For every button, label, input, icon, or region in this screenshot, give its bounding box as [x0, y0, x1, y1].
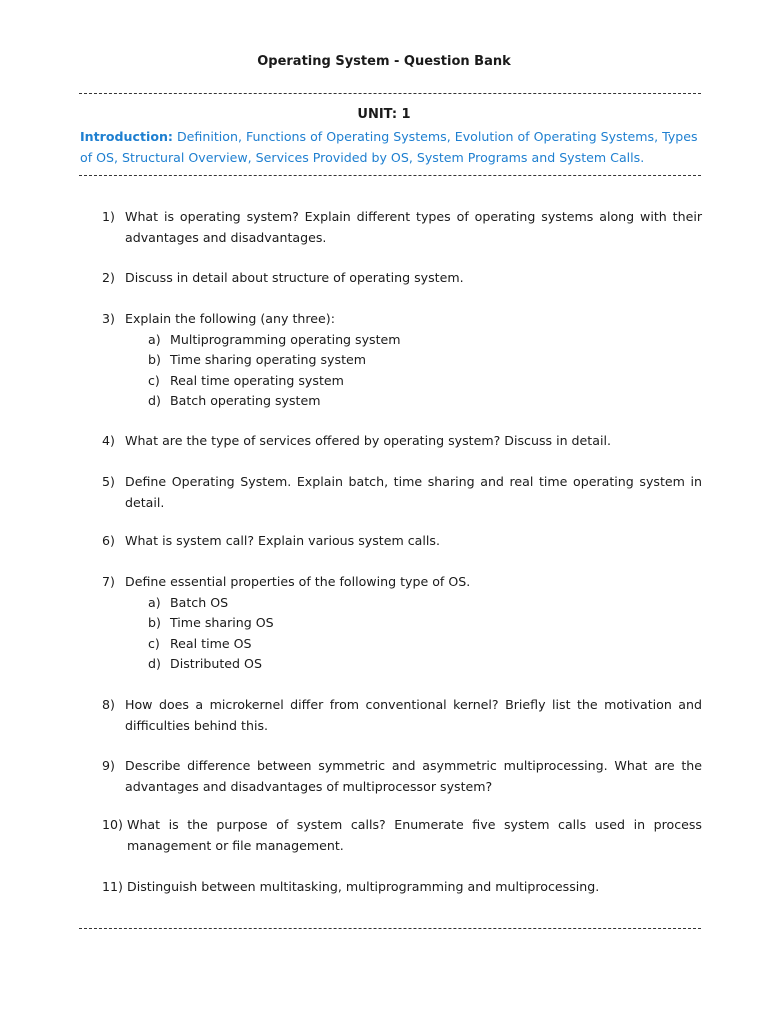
question-item [102, 472, 702, 513]
question-number: 4) [102, 433, 115, 448]
question-number: 2) [102, 270, 115, 285]
question-item [102, 207, 702, 248]
sub-item [148, 613, 702, 634]
sub-item [148, 371, 702, 392]
sub-item [148, 634, 702, 655]
question-text: Define essential properties of the following type of OS. [125, 574, 471, 589]
question-text: What are the type of services offered by operating system? Discuss in detail. [125, 433, 611, 448]
sub-letter: b) [148, 615, 161, 630]
intro-lead: Introduction: [80, 129, 173, 144]
sub-item [148, 654, 702, 675]
question-text: What is the purpose of system calls? Enumerate five system calls used in process management or file management. [127, 817, 702, 853]
question-number: 7) [102, 574, 115, 589]
sub-text: Real time operating system [170, 372, 344, 388]
sub-letter: c) [148, 635, 160, 651]
sub-text: Time sharing OS [170, 615, 274, 630]
sub-letter: a) [148, 331, 161, 347]
divider-bottom [79, 928, 701, 929]
question-text: What is operating system? Explain different types of operating systems along with their advantages and disadvantages. [125, 209, 702, 245]
unit-intro [80, 126, 702, 168]
question-number: 6) [102, 533, 115, 548]
question-number: 1) [102, 209, 115, 224]
sub-letter: b) [148, 352, 161, 367]
question-text: Describe difference between symmetric and asymmetric multiprocessing. What are the advantages and disadvantages of multiprocessor system? [125, 758, 702, 794]
sub-text: Batch OS [170, 594, 229, 610]
question-item [102, 572, 702, 675]
question-text: What is system call? Explain various system calls. [125, 533, 440, 548]
sub-text: Real time OS [170, 635, 252, 651]
question-item [102, 815, 702, 856]
question-item [102, 531, 702, 552]
sub-text: Batch operating system [170, 393, 321, 408]
question-number: 11) [102, 879, 123, 894]
intro-text: Definition, Functions of Operating Systems, Evolution of Operating Systems, Types of OS, Structural Overview, Services Provided by OS, System Programs and System Calls. [80, 129, 698, 165]
sub-letter: a) [148, 594, 161, 610]
unit-heading: UNIT: 1 [357, 107, 411, 122]
question-text: How does a microkernel differ from conventional kernel? Briefly list the motivation and difficulties behind this. [125, 697, 702, 733]
sub-item [148, 593, 702, 614]
question-text: Explain the following (any three): [125, 311, 335, 326]
sub-text: Distributed OS [170, 656, 262, 671]
page-title: Operating System - Question Bank [257, 54, 511, 69]
question-item [102, 695, 702, 736]
sub-item [148, 350, 702, 371]
question-number: 8) [102, 697, 115, 712]
question-text: Distinguish between multitasking, multiprogramming and multiprocessing. [127, 879, 600, 894]
sub-letter: d) [148, 393, 161, 408]
divider-unit [79, 175, 701, 176]
question-item [102, 756, 702, 797]
question-item [102, 877, 702, 898]
question-text: Define Operating System. Explain batch, time sharing and real time operating system in detail. [125, 474, 702, 510]
sub-item [148, 391, 702, 412]
sub-text: Multiprogramming operating system [170, 331, 401, 347]
sub-item [148, 330, 702, 351]
question-item [102, 268, 702, 289]
question-item [102, 309, 702, 412]
question-number: 3) [102, 311, 115, 326]
question-item [102, 431, 702, 452]
question-number: 10) [102, 817, 123, 832]
sub-letter: c) [148, 372, 160, 388]
sub-letter: d) [148, 656, 161, 671]
question-number: 9) [102, 758, 115, 773]
sub-text: Time sharing operating system [170, 352, 367, 367]
question-text: Discuss in detail about structure of operating system. [125, 270, 464, 285]
divider-top [79, 93, 701, 94]
question-number: 5) [102, 474, 115, 489]
